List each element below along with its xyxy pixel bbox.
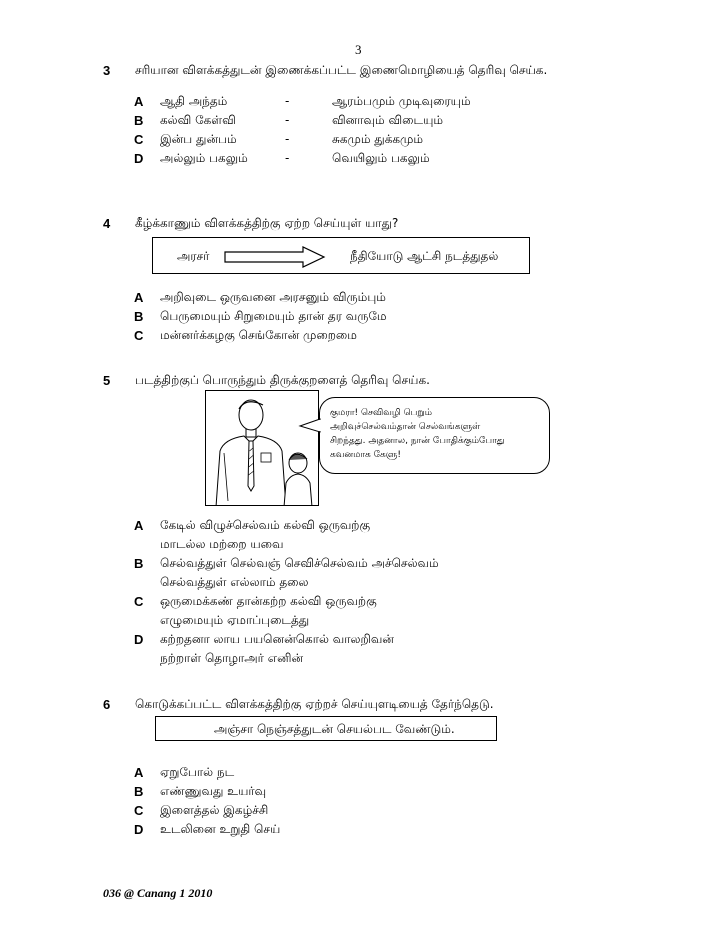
q4-option-b-text: பெருமையும் சிறுமையும் தான் தர வருமே — [160, 309, 387, 323]
q3-option-d-left: அல்லும் பகலும் — [160, 151, 248, 165]
q5-option-a-line1: கேடில் விழுச்செல்வம் கல்வி ஒருவற்கு — [160, 518, 371, 532]
q6-option-d-text: உடலினை உறுதி செய் — [160, 822, 281, 836]
q3-option-b-dash: - — [285, 113, 290, 127]
q6-option-b-letter: B — [134, 784, 144, 799]
q4-option-c-text: மன்னர்க்கழகு செங்கோன் முறைமை — [160, 328, 357, 342]
q6-option-a-text: ஏறுபோல் நட — [160, 765, 235, 779]
q6-box-text: அஞ்சா நெஞ்சத்துடன் செயல்பட வேண்டும். — [214, 722, 455, 736]
q4-option-a-letter: A — [134, 290, 144, 305]
q5-option-c-line2: எழுமையும் ஏமாப்புடைத்து — [160, 613, 310, 627]
teacher-student-drawing — [206, 391, 319, 506]
q6-option-d-letter: D — [134, 822, 144, 837]
q6-explanation-box — [155, 716, 497, 741]
q5-option-c-letter: C — [134, 594, 144, 609]
q3-option-d-letter: D — [134, 151, 144, 166]
q5-option-b-line2: செல்வத்துள் எல்லாம் தலை — [160, 575, 309, 589]
q6-option-a-letter: A — [134, 765, 144, 780]
arrow-right-icon — [223, 246, 327, 268]
q3-option-b-right: வினாவும் விடையும் — [332, 113, 444, 127]
speech-bubble-tail — [298, 418, 324, 434]
q3-option-d-dash: - — [285, 151, 290, 165]
q4-option-c-letter: C — [134, 328, 144, 343]
q3-option-a-right: ஆரம்பமும் முடிவுரையும் — [332, 94, 471, 108]
question-4-text: கீழ்க்காணும் விளக்கத்திற்கு ஏற்ற செய்யுள் யாது? — [135, 216, 399, 230]
page-footer: 036 @ Canang 1 2010 — [103, 886, 213, 900]
speech-line-3: சிறந்தது. அதனால, நான் போதிக்கும்போது — [330, 436, 505, 446]
q5-option-d-line1: கற்றதனா லாய பயனென்கொல் வாலறிவன் — [160, 632, 394, 646]
q3-option-c-right: சுகமும் துக்கமும் — [332, 132, 424, 146]
q3-option-d-right: வெயிலும் பகலும் — [332, 151, 430, 165]
q5-option-b-letter: B — [134, 556, 144, 571]
q4-box-right-text: நீதியோடு ஆட்சி நடத்துதல் — [350, 249, 499, 263]
q3-option-c-letter: C — [134, 132, 144, 147]
question-5-number: 5 — [103, 373, 111, 388]
q4-option-a-text: அறிவுடை ஒருவனை அரசனும் விரும்பும் — [160, 290, 386, 304]
question-3-text: சரியான விளக்கத்துடன் இணைக்கப்பட்ட இணைமொழியைத் தெரிவு செய்க. — [135, 63, 548, 77]
question-5-text: படத்திற்குப் பொருந்தும் திருக்குறளைத் தெரிவு செய்க. — [135, 373, 430, 387]
q5-option-a-line2: மாடல்ல மற்றை யவை — [160, 537, 284, 551]
q4-box-left-text: அரசர் — [177, 249, 210, 263]
speech-bubble — [319, 397, 550, 474]
q5-option-d-letter: D — [134, 632, 144, 647]
speech-line-4: கவனமாக கேளு! — [330, 450, 402, 460]
q3-option-a-dash: - — [285, 94, 290, 108]
q3-option-b-letter: B — [134, 113, 144, 128]
q3-option-a-left: ஆதி அந்தம் — [160, 94, 228, 108]
q6-option-b-text: எண்ணுவது உயர்வு — [160, 784, 267, 798]
q3-option-b-left: கல்வி கேள்வி — [160, 113, 236, 127]
speech-line-1: குமரா! செவிவழி பெறும் — [330, 408, 433, 418]
q3-option-c-dash: - — [285, 132, 290, 146]
q3-option-a-letter: A — [134, 94, 144, 109]
q6-option-c-letter: C — [134, 803, 144, 818]
q4-explanation-box — [152, 237, 530, 274]
q5-option-d-line2: நற்றாள் தொழாஅர் எனின் — [160, 651, 304, 665]
teacher-student-illustration — [205, 390, 319, 506]
speech-line-2: அறிவுச்செல்வம்தான் செல்வங்களுள் — [330, 422, 481, 432]
question-4-number: 4 — [103, 216, 111, 231]
q5-option-c-line1: ஒருமைக்கண் தான்கற்ற கல்வி ஒருவற்கு — [160, 594, 377, 608]
question-6-number: 6 — [103, 697, 111, 712]
question-6-text: கொடுக்கப்பட்ட விளக்கத்திற்கு ஏற்றச் செய்யுளடியைத் தேர்ந்தெடு. — [135, 697, 494, 711]
q3-option-c-left: இன்ப துன்பம் — [160, 132, 237, 146]
question-3-number: 3 — [103, 63, 111, 78]
q4-option-b-letter: B — [134, 309, 144, 324]
q5-option-b-line1: செல்வத்துள் செல்வஞ் செவிச்செல்வம் அச்செல்வம் — [160, 556, 439, 570]
q6-option-c-text: இளைத்தல் இகழ்ச்சி — [160, 803, 269, 817]
page-number: 3 — [355, 42, 362, 57]
q5-option-a-letter: A — [134, 518, 144, 533]
